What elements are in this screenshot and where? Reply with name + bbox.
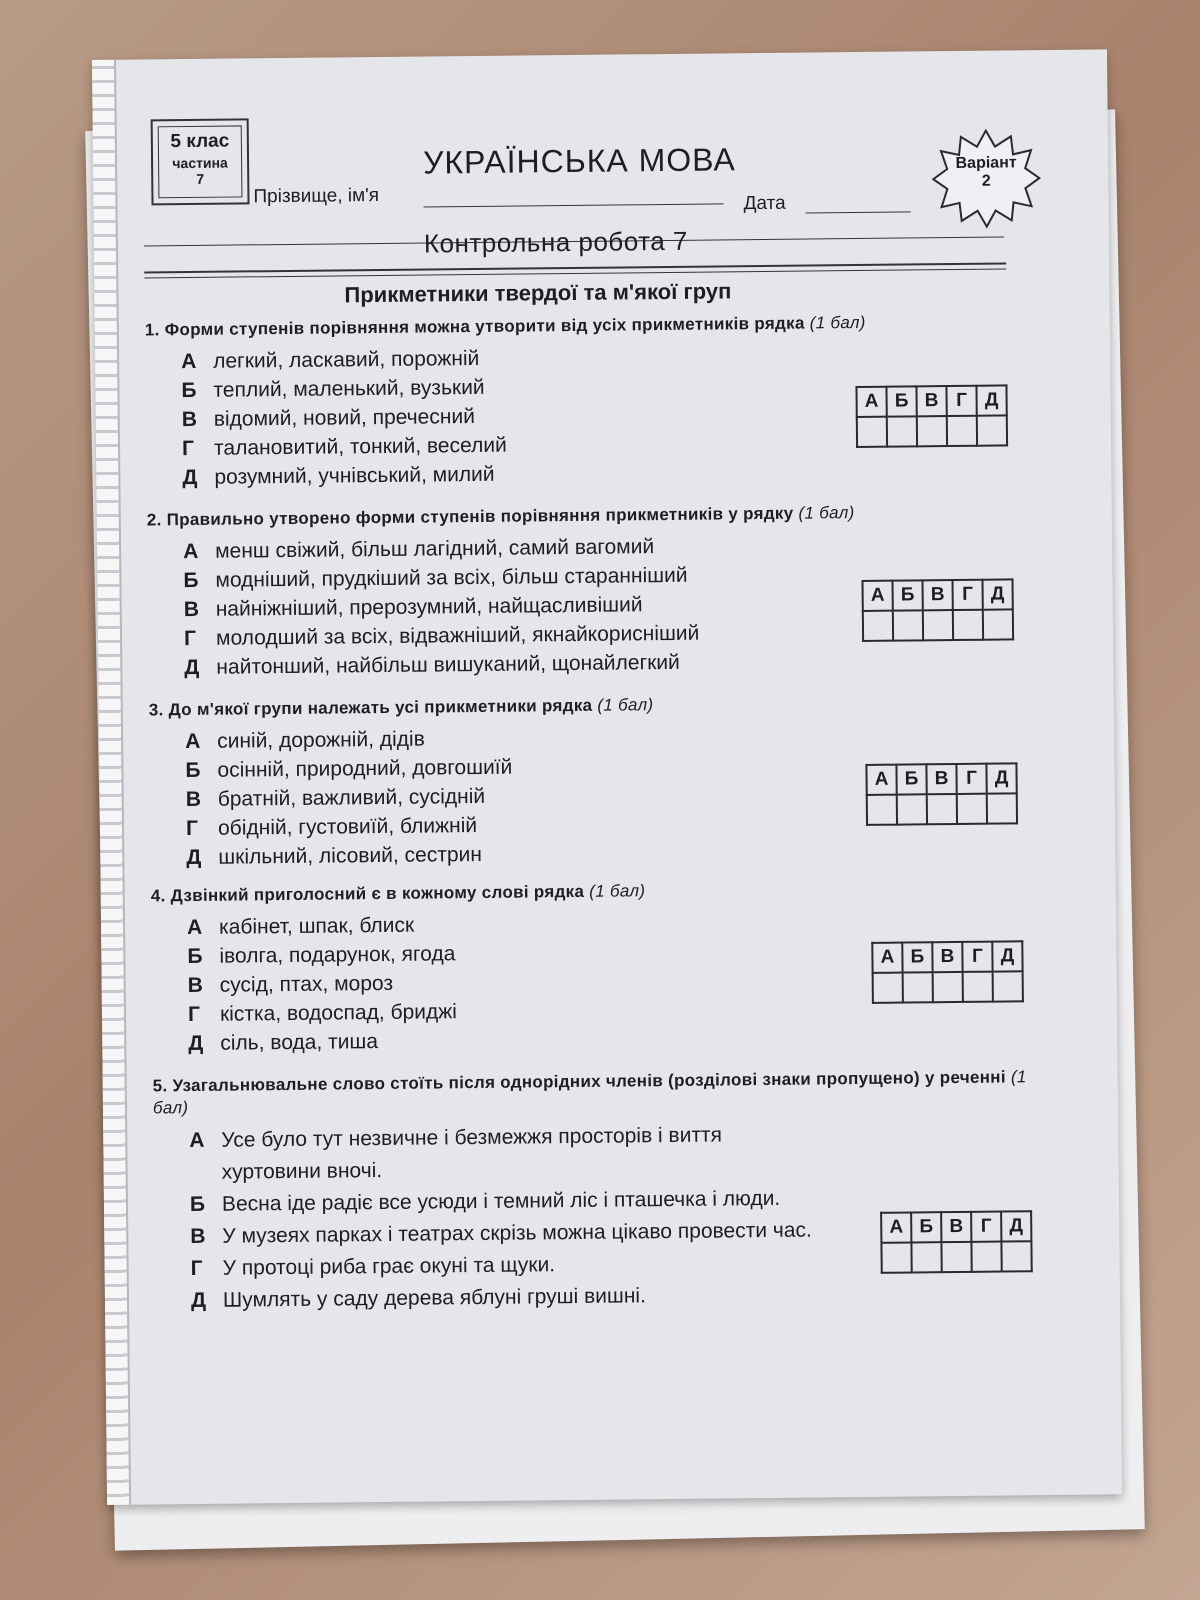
option-letter: Д (190, 1288, 207, 1313)
answer-grid-1 (855, 384, 1008, 448)
option-text: кістка, водоспад, бриджі (219, 1000, 458, 1026)
grid-header-a: А (856, 387, 886, 417)
grid-header-h: Г (952, 580, 982, 610)
grid-header-h: Г (962, 942, 992, 972)
option-text: У протоці риба грає окуні та щуки. (222, 1253, 556, 1280)
question-points: (1 бал) (809, 312, 866, 333)
answer-cell[interactable] (941, 1242, 971, 1272)
answer-cell[interactable] (983, 609, 1013, 639)
variant-label: Варіант (955, 154, 1017, 172)
option-letter: Г (185, 816, 199, 841)
question-text (153, 1066, 1033, 1119)
grid-header-b: Б (892, 580, 922, 610)
question-number: 2. (146, 510, 162, 530)
subject-title: УКРАЇНСЬКА МОВА (422, 141, 736, 181)
question-points: (1 бал) (152, 1067, 1027, 1118)
worksheet-page (92, 49, 1122, 1505)
answer-grid-3 (865, 762, 1018, 826)
option-letter: Г (187, 1002, 201, 1027)
option-letter: Б (187, 944, 203, 969)
answer-cell[interactable] (977, 415, 1007, 445)
answer-cell[interactable] (893, 610, 923, 640)
grid-header-v: В (922, 580, 952, 610)
option-letter: Д (188, 1031, 204, 1056)
option-text: У музеях парках і театрах скрізь можна цікаво провести час. (222, 1218, 812, 1248)
question-points: (1 бал) (597, 695, 654, 715)
answer-cell[interactable] (971, 1242, 1001, 1272)
option-text: відомий, новий, пречесний (213, 405, 475, 431)
answer-cell[interactable] (887, 416, 917, 446)
grid-header-v: В (932, 942, 962, 972)
option-letter: А (183, 539, 199, 564)
question-number: 5. (152, 1076, 168, 1096)
answer-cell[interactable] (963, 972, 993, 1002)
option-text: іволга, подарунок, ягода (219, 942, 456, 968)
option-letter: В (190, 1224, 206, 1249)
option-letter: Б (185, 758, 201, 783)
option-letter: В (181, 407, 198, 432)
grid-header-v: В (926, 764, 956, 794)
part-number: 7 (196, 170, 205, 187)
question-prompt: Узагальнювальне слово стоїть після однорідних членів (розділові знаки пропущено) у реченні (172, 1067, 1006, 1096)
grid-header-h: Г (946, 386, 976, 416)
option-text: талановитий, тонкий, веселий (213, 433, 507, 460)
grade-label: 5 клас (170, 130, 230, 153)
grid-header-d: Д (992, 941, 1022, 971)
option-text: синій, дорожній, дідів (217, 727, 425, 753)
option-text: Шумлять у саду дерева яблуні груші вишні. (222, 1284, 646, 1312)
answer-cell[interactable] (953, 610, 983, 640)
option-letter: А (181, 349, 197, 374)
question-number: 1. (144, 320, 160, 340)
answer-cell[interactable] (957, 794, 987, 824)
option-text: обідній, густовиїй, ближній (217, 814, 478, 840)
grid-header-d: Д (1001, 1211, 1031, 1241)
question-text (147, 500, 1027, 531)
option-text: легкий, ласкавий, порожній (213, 346, 480, 373)
option-letter: Б (189, 1192, 206, 1217)
option-text: модніший, прудкіший за всіх, більш старанніший (215, 563, 688, 592)
option-text: Весна іде радіє все усюди і темний ліс і пташечка і люди. (221, 1186, 781, 1216)
answer-cell[interactable] (911, 1242, 941, 1272)
grid-header-h: Г (956, 764, 986, 794)
grade-box-inner (158, 125, 243, 198)
option-text: шкільний, лісовий, сестрин (218, 842, 483, 869)
option-text: кабінет, шпак, блиск (218, 913, 415, 939)
option-letter: Г (183, 626, 197, 651)
answer-cell[interactable] (1001, 1241, 1031, 1271)
grid-header-v: В (941, 1212, 971, 1242)
variant-badge (931, 128, 1042, 229)
grid-header-d: Д (976, 385, 1006, 415)
option-letter: А (189, 1128, 205, 1153)
answer-cell[interactable] (873, 973, 903, 1003)
option-text: осінній, природний, довгошиїй (217, 755, 513, 782)
grid-header-h: Г (971, 1212, 1001, 1242)
option-letter: Г (190, 1256, 203, 1281)
answer-cell[interactable] (867, 795, 897, 825)
grid-header-a: А (872, 943, 902, 973)
topic-title: Прикметники твердої та м'якої груп (344, 278, 732, 308)
question-number: 4. (150, 886, 166, 906)
option-letter: Б (181, 378, 197, 403)
answer-cell[interactable] (987, 793, 1017, 823)
variant-number: 2 (981, 172, 991, 190)
option-text: Усе було тут незвичне і безмежжя просторів і виття хуртовини вночі. (221, 1123, 723, 1184)
work-title: Контрольна робота 7 (423, 225, 689, 259)
grid-header-b: Б (902, 942, 932, 972)
question-number: 3. (148, 700, 164, 720)
answer-cell[interactable] (903, 972, 933, 1002)
question-prompt: Правильно утворено форми ступенів порівняння прикметників у рядку (166, 503, 794, 530)
option-letter: Д (182, 465, 198, 490)
answer-cell[interactable] (857, 417, 887, 447)
option-letter: А (186, 915, 203, 940)
option-text: розумний, учнівський, милий (214, 462, 495, 489)
option-text: найтонший, найбільш вишуканий, щонайлегкий (216, 650, 680, 679)
grid-header-a: А (862, 581, 892, 611)
divider (144, 262, 1006, 273)
answer-grid-2 (861, 578, 1014, 642)
answer-cell[interactable] (897, 794, 927, 824)
part-label: частина (172, 154, 228, 172)
option-a (189, 1118, 830, 1189)
option-letter: В (183, 597, 200, 622)
option-letter: Г (181, 436, 195, 461)
option-text: теплий, маленький, вузький (213, 375, 485, 402)
question-prompt: Форми ступенів порівняння можна утворити від усіх прикметників рядка (164, 313, 805, 340)
grid-header-a: А (866, 765, 896, 795)
answer-cell[interactable] (863, 611, 893, 641)
option-text: менш свіжий, більш лагідний, самий вагомий (215, 535, 655, 563)
grid-header-v: В (916, 386, 946, 416)
question-points: (1 бал) (589, 881, 646, 901)
date-label: Дата (743, 192, 786, 215)
question-text (145, 310, 1025, 341)
option-letter: А (185, 729, 201, 754)
option-letter: Б (183, 568, 199, 593)
option-text: найніжніший, прерозумний, найщасливіший (215, 593, 643, 621)
answer-cell[interactable] (923, 610, 953, 640)
question-prompt: Дзвінкий приголосний є в кожному слові рядка (170, 881, 585, 906)
answer-grid-4 (871, 940, 1024, 1004)
option-text: сіль, вода, тиша (220, 1030, 379, 1055)
option-letter: В (187, 973, 203, 998)
grid-header-b: Б (911, 1212, 941, 1242)
answer-cell[interactable] (947, 416, 977, 446)
date-field-line[interactable] (806, 211, 911, 213)
grid-header-b: Б (896, 764, 926, 794)
option-text: молодший за всіх, відважніший, якнайкорисніший (215, 621, 700, 650)
question-text (149, 690, 1029, 721)
answer-cell[interactable] (881, 1242, 911, 1272)
grid-header-d: Д (982, 579, 1012, 609)
answer-cell[interactable] (933, 972, 963, 1002)
question-points: (1 бал) (798, 503, 855, 523)
grade-box (151, 118, 250, 205)
option-letter: Д (184, 655, 200, 680)
answer-cell[interactable] (917, 416, 947, 446)
option-letter: В (185, 787, 202, 812)
answer-grid-5 (880, 1210, 1033, 1274)
question-prompt: До м'якої групи належать усі прикметники рядка (168, 695, 593, 720)
option-text: сусід, птах, мороз (219, 971, 394, 997)
question-text (151, 876, 1031, 907)
name-field-line[interactable] (424, 203, 724, 207)
option-letter: Д (186, 845, 202, 870)
option-text: братній, важливий, сусідній (217, 784, 486, 811)
grid-header-d: Д (986, 763, 1016, 793)
grid-header-b: Б (886, 386, 916, 416)
name-label: Прізвище, ім'я (253, 185, 380, 208)
grid-header-a: А (881, 1212, 911, 1242)
option-d (191, 1278, 831, 1317)
answer-cell[interactable] (993, 971, 1023, 1001)
answer-cell[interactable] (927, 794, 957, 824)
question-5 (153, 1066, 1035, 1317)
